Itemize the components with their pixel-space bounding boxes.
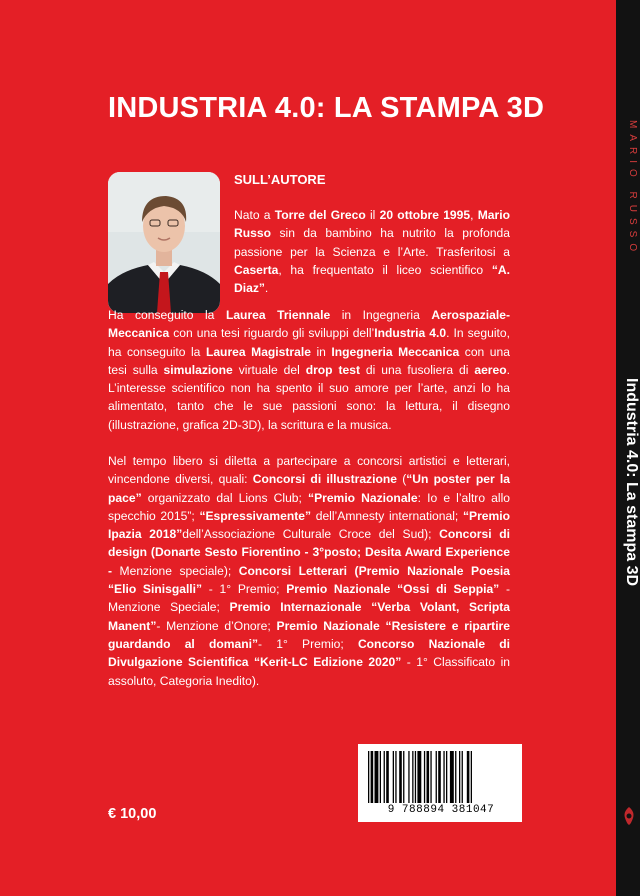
about-author-heading: SULL’AUTORE: [234, 172, 326, 187]
publisher-logo-icon: [621, 806, 637, 826]
barcode-bar: [408, 751, 409, 803]
book-spine: [616, 0, 640, 896]
barcode-bar: [455, 751, 456, 803]
bio-bold-text: simulazione: [163, 362, 233, 377]
barcode-bar: [467, 751, 470, 803]
barcode-bar: [368, 751, 369, 803]
bio-text: , ha frequentato il liceo scientifico: [278, 262, 492, 277]
bio-text: Nato a: [234, 208, 275, 222]
bio-bold-text: “Espressivamente”: [199, 508, 312, 523]
bio-bold-text: “Un poster per la pace”: [108, 472, 510, 505]
bio-text: dell’Associazione Culturale Croce del Sud);: [182, 527, 440, 542]
bio-paragraph-education: [108, 306, 510, 434]
barcode-bar: [386, 751, 389, 803]
bio-bold-text: “Premio Nazionale: [308, 490, 418, 505]
barcode-bar: [403, 751, 404, 803]
barcode-bar: [399, 751, 402, 803]
bio-text: dell’Amnesty international;: [311, 508, 463, 523]
book-title: INDUSTRIA 4.0: LA STAMPA 3D: [108, 92, 545, 124]
barcode-bar: [446, 751, 447, 803]
bio-bold-text: Concorso Nazionale di Divulgazione Scientifica “Kerit-LC Edizione 2020”: [108, 636, 510, 670]
barcode-bar: [436, 751, 437, 803]
bio-bold-text: “Premio Ipazia 2018”: [108, 508, 510, 542]
bio-paragraph-birth: [234, 206, 510, 297]
bio-bold-text: 20 ottobre 1995: [379, 208, 471, 222]
barcode-bar: [443, 751, 444, 803]
barcode-bar: [450, 751, 454, 803]
bio-text: : Io e l’altro allo specchio 2015”;: [108, 490, 510, 523]
bio-text: ,: [470, 208, 478, 222]
bio-bold-text: Laurea Magistrale: [205, 344, 311, 359]
author-photo: [108, 172, 220, 313]
barcode-bar: [393, 751, 394, 803]
bio-bold-text: Laurea Triennale: [225, 308, 331, 322]
bio-text: in Ingegneria: [330, 308, 432, 322]
bio-bold-text: Premio Nazionale “Resistere e ripartire guardando al domani”: [108, 618, 510, 651]
barcode-bar: [375, 751, 379, 803]
spine-title: Industria 4.0: La stampa 3D: [623, 378, 640, 587]
bio-text: - Menzione d’Onore;: [156, 618, 277, 633]
bio-text: organizzato dal Lions Club;: [141, 490, 309, 505]
bio-bold-text: Caserta: [234, 262, 279, 277]
bio-text: - 1° Premio;: [258, 636, 358, 651]
barcode-bar: [462, 751, 463, 803]
barcode-bar: [415, 751, 416, 803]
barcode-bars: [368, 751, 514, 803]
spine-author: MARIO RUSSO: [627, 120, 638, 258]
barcode-bar: [471, 751, 472, 803]
bio-text: Ha conseguito la: [108, 308, 226, 322]
bio-bold-text: Aerospaziale-Meccanica: [108, 308, 510, 341]
barcode-bar: [380, 751, 381, 803]
bio-text: sin da bambino ha nutrito la profonda passione per la Scienza e l’Arte. Trasferitosi a: [234, 226, 510, 259]
bio-paragraph-awards: [108, 452, 510, 690]
barcode-bar: [438, 751, 441, 803]
barcode-bar: [430, 751, 431, 803]
bio-bold-text: drop test: [305, 362, 360, 377]
bio-bold-text: aereo: [474, 362, 507, 377]
bio-bold-text: Industria 4.0: [374, 326, 447, 341]
bio-bold-text: Concorsi Letterari (Premio Nazionale Poesia “Elio Sinisgalli”: [108, 563, 511, 597]
bio-bold-text: “A. Diaz”: [234, 262, 510, 296]
bio-text: in: [310, 344, 332, 359]
bio-text: Nel tempo libero si diletta a partecipare a concorsi artistici e letterari, vincendone diversi, quali:: [108, 454, 510, 487]
bio-text: virtuale del: [232, 362, 306, 377]
bio-bold-text: Mario Russo: [234, 208, 510, 241]
bio-text: - 1° Premio;: [202, 582, 287, 597]
bio-bold-text: Premio Internazionale “Verba Volant, Scripta Manent”: [108, 600, 510, 633]
bio-text: il: [365, 208, 380, 222]
barcode-bar: [424, 751, 425, 803]
bio-bold-text: Torre del Greco: [274, 208, 366, 222]
bio-text: - Menzione Speciale;: [108, 582, 510, 615]
price-label: € 10,00: [108, 806, 157, 822]
bio-text: Menzione speciale);: [112, 563, 239, 578]
bio-bold-text: Premio Nazionale “Ossi di Seppia”: [286, 582, 500, 597]
bio-bold-text: Concorsi di design (Donarte Sesto Fiorentino - 3°posto; Desita Award Experience -: [108, 527, 511, 578]
bio-text: di una fusoliera di: [360, 362, 475, 377]
bio-text: con una tesi sulla: [108, 344, 510, 377]
bio-text: - 1° Classificato in assoluto, Categoria Inedito).: [108, 655, 510, 688]
barcode-bar: [412, 751, 413, 803]
bio-bold-text: Ingegneria Meccanica: [331, 344, 460, 359]
bio-text: (: [396, 472, 407, 487]
barcode-bar: [459, 751, 460, 803]
barcode-bar: [371, 751, 374, 803]
isbn-barcode: [358, 744, 522, 822]
barcode-bar: [395, 751, 396, 803]
bio-bold-text: Concorsi di illustrazione: [252, 472, 397, 487]
bio-text: . In seguito, ha conseguito la: [108, 326, 510, 359]
barcode-bar: [427, 751, 430, 803]
barcode-bar: [417, 751, 421, 803]
bio-text: con una tesi riguardo gli sviluppi dell’: [169, 326, 375, 341]
barcode-bar: [384, 751, 385, 803]
bio-text: . L’interesse scientifico non ha spento il suo amore per l’arte, anzi lo ha alimentato, tanto che le sue passioni sono: la lettura, il disegno (illustrazione, grafica 2D-3D), la scrittura e la musica.: [108, 362, 510, 432]
isbn-number: 9 788894 381047: [387, 804, 495, 816]
bio-text: .: [264, 281, 269, 296]
